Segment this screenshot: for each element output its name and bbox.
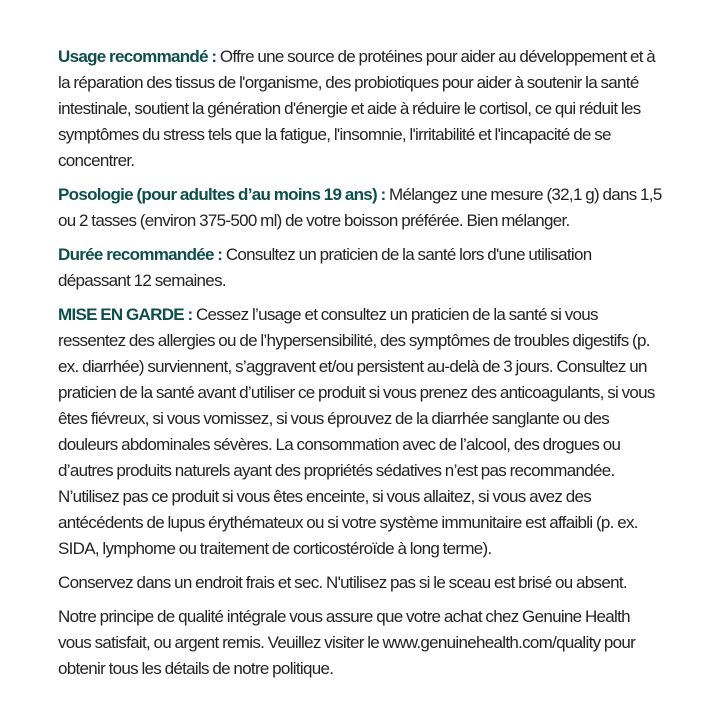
conservation-body: Conservez dans un endroit frais et sec. N'utilisez pas si le sceau est brisé ou absent. — [58, 573, 627, 592]
paragraph-posologie — [58, 182, 666, 234]
posologie-heading: Posologie (pour adultes d’au moins 19 ans) : — [58, 185, 386, 204]
mise-en-garde-heading: MISE EN GARDE : — [58, 305, 193, 324]
paragraph-mise-en-garde — [58, 302, 666, 562]
mise-en-garde-body: Cessez l’usage et consultez un praticien de la santé si vous ressentez des allergies ou de l’hypersensibilité, des symptômes de troubles digestifs (p. ex. diarrhée) surviennent, s’aggravent et/ou persistent au-delà de 3 jours. Consultez un praticien de la santé avant d’utiliser ce produit si vous prenez des anticoagulants, si vous êtes fiévreux, si vous vomissez, si vous éprouvez de la diarrhée sanglante ou des douleurs abdominales sévères. La consommation avec de l’alcool, des drogues ou d’autres produits naturels ayant des propriétés sédatives n’est pas recommandée. N’utilisez pas ce produit si vous êtes enceinte, si vous allaitez, si vous avez des antécédents de lupus érythémateux ou si votre système immunitaire est affaibli (p. ex. SIDA, lymphome ou traitement de corticostéroïde à long terme). — [58, 305, 655, 558]
paragraph-conservation — [58, 570, 666, 596]
posologie-body: Mélangez une mesure (32,1 g) dans 1,5 ou 2 tasses (environ 375-500 ml) de votre boisson préférée. Bien mélanger. — [58, 185, 662, 230]
product-label-text — [58, 44, 666, 682]
duree-heading: Durée recommandée : — [58, 245, 223, 264]
usage-heading: Usage recommandé : — [58, 47, 217, 66]
garantie-qualite-body: Notre principe de qualité intégrale vous assure que votre achat chez Genuine Health vous satisfait, ou argent remis. Veuillez visiter le www.genuinehealth.com/quality pour obtenir tous les détails de notre politique. — [58, 607, 636, 678]
paragraph-garantie-qualite — [58, 604, 666, 682]
paragraph-usage — [58, 44, 666, 174]
duree-body: Consultez un praticien de la santé lors d'une utilisation dépassant 12 semaines. — [58, 245, 592, 290]
usage-body: Offre une source de protéines pour aider au développement et à la réparation des tissus de l'organisme, des probiotiques pour aider à soutenir la santé intestinale, soutient la génération d'énergie et aide à réduire le cortisol, ce qui réduit les symptômes du stress tels que la fatigue, l'insomnie, l'irritabilité et l'incapacité de se concentrer. — [58, 47, 656, 170]
paragraph-duree — [58, 242, 666, 294]
